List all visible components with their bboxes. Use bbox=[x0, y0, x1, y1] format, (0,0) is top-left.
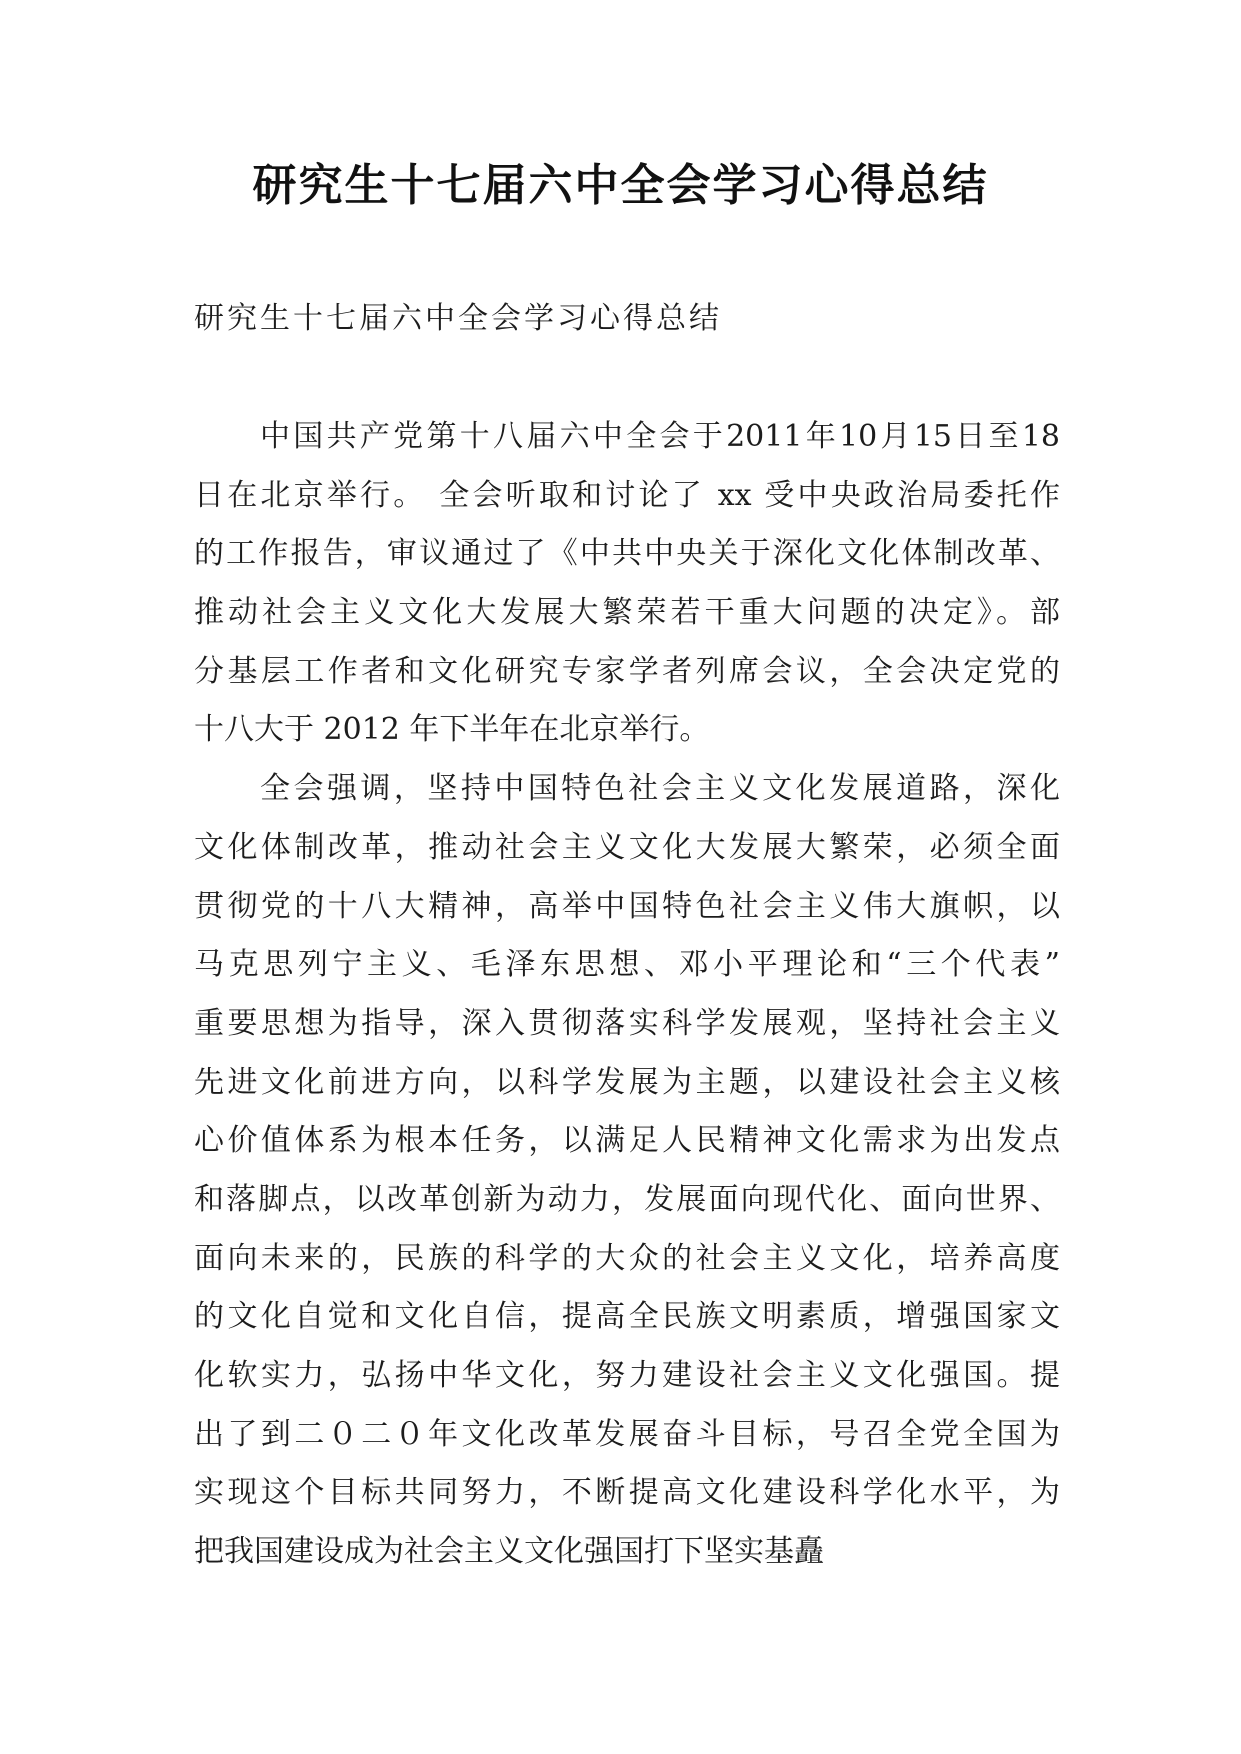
text-line: 出了到二０二０年文化改革发展奋斗目标，号召全党全国为 bbox=[194, 1416, 1060, 1452]
text-line: 面向未来的，民族的科学的大众的社会主义文化，培养高度 bbox=[194, 1240, 1060, 1276]
text-line: 把我国建设成为社会主义文化强国打下坚实基矗 bbox=[194, 1534, 824, 1570]
text-line: 分基层工作者和文化研究专家学者列席会议，全会决定党的 bbox=[194, 653, 1060, 689]
text-line: 全会强调，坚持中国特色社会主义文化发展道路，深化 bbox=[260, 771, 1060, 807]
paragraph-2 bbox=[194, 760, 1060, 1582]
paragraph-1 bbox=[194, 408, 1060, 760]
text-line: 十八大于 2012 年下半年在北京举行。 bbox=[194, 712, 710, 748]
text-line: 的工作报告，审议通过了《中共中央关于深化文化体制改革、 bbox=[194, 536, 1060, 572]
text-line: 化软实力，弘扬中华文化，努力建设社会主义文化强国。提 bbox=[194, 1358, 1060, 1393]
text-line: 先进文化前进方向，以科学发展为主题，以建设社会主义核 bbox=[194, 1064, 1060, 1100]
text-line: 心价值体系为根本任务，以满足人民精神文化需求为出发点 bbox=[194, 1123, 1060, 1159]
text-line: 和落脚点，以改革创新为动力，发展面向现代化、面向世界、 bbox=[194, 1181, 1060, 1217]
text-line: 日在北京举行。 全会听取和讨论了 xx 受中央政治局委托作 bbox=[194, 477, 1060, 513]
document-title: 研究生十七届六中全会学习心得总结 bbox=[252, 160, 989, 211]
text-line: 中国共产党第十八届六中全会于2011年10月15日至18 bbox=[260, 419, 1060, 454]
text-line: 贯彻党的十八大精神，高举中国特色社会主义伟大旗帜，以 bbox=[194, 888, 1060, 924]
text-line: 重要思想为指导，深入贯彻落实科学发展观，坚持社会主义 bbox=[194, 1005, 1060, 1041]
text-line: 的文化自觉和文化自信，提高全民族文明素质，增强国家文 bbox=[194, 1299, 1060, 1335]
document-body bbox=[194, 408, 1060, 1582]
text-line: 实现这个目标共同努力，不断提高文化建设科学化水平，为 bbox=[194, 1475, 1060, 1511]
text-line: 推动社会主义文化大发展大繁荣若干重大问题的决定》。部 bbox=[194, 595, 1060, 631]
text-line: 马克思列宁主义、毛泽东思想、邓小平理论和“三个代表” bbox=[194, 947, 1060, 983]
document-subtitle: 研究生十七届六中全会学习心得总结 bbox=[194, 301, 722, 336]
text-line: 文化体制改革，推动社会主义文化大发展大繁荣，必须全面 bbox=[194, 829, 1060, 865]
